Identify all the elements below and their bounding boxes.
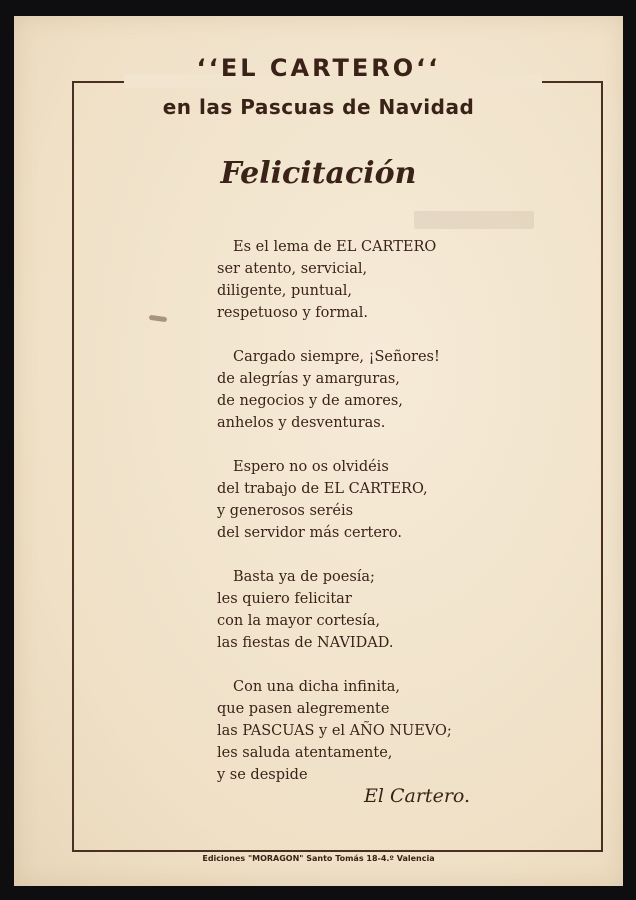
poem-line: Espero no os olvidéis bbox=[233, 459, 389, 475]
card-subtitle: en las Pascuas de Navidad bbox=[162, 95, 475, 119]
poem-line: Con una dicha infinita, bbox=[233, 679, 401, 695]
poem-line: ser atento, servicial, bbox=[217, 261, 368, 277]
poem-line: les saluda atentamente, bbox=[217, 745, 393, 761]
poem-line: que pasen alegremente bbox=[217, 701, 390, 717]
poem-line: Basta ya de poesía; bbox=[233, 569, 375, 585]
publisher-footer: Ediciones "MORAGON" Santo Tomás 18-4.º Valencia bbox=[202, 854, 435, 863]
stanza-4 bbox=[217, 566, 517, 654]
faded-imprint bbox=[414, 211, 534, 229]
poem-line: diligente, puntual, bbox=[217, 283, 353, 299]
poem-line: de negocios y de amores, bbox=[217, 393, 403, 409]
poem-line: las PASCUAS y el AÑO NUEVO; bbox=[217, 723, 452, 739]
greeting-card bbox=[14, 16, 623, 886]
poem-line: anhelos y desventuras. bbox=[217, 415, 386, 431]
card-heading: Felicitación bbox=[220, 156, 417, 191]
stanza-5 bbox=[217, 676, 517, 786]
poem bbox=[217, 236, 517, 808]
stanza-1 bbox=[217, 236, 517, 324]
poem-line: y se despide bbox=[217, 767, 308, 783]
poem-line: con la mayor cortesía, bbox=[217, 613, 381, 629]
poem-line: las fiestas de NAVIDAD. bbox=[217, 635, 394, 651]
poem-line: y generosos seréis bbox=[217, 503, 354, 519]
poem-line: Cargado siempre, ¡Señores! bbox=[233, 349, 440, 365]
poem-line: les quiero felicitar bbox=[217, 591, 352, 607]
poem-line: de alegrías y amarguras, bbox=[217, 371, 400, 387]
poem-line: del trabajo de EL CARTERO, bbox=[217, 481, 428, 497]
poem-line: Es el lema de EL CARTERO bbox=[233, 239, 437, 255]
card-title: ‘‘EL CARTERO‘‘ bbox=[196, 54, 441, 82]
stanza-3 bbox=[217, 456, 517, 544]
stanza-2 bbox=[217, 346, 517, 434]
poem-line: respetuoso y formal. bbox=[217, 305, 368, 321]
signature: El Cartero. bbox=[364, 785, 471, 807]
poem-line: del servidor más certero. bbox=[217, 525, 402, 541]
